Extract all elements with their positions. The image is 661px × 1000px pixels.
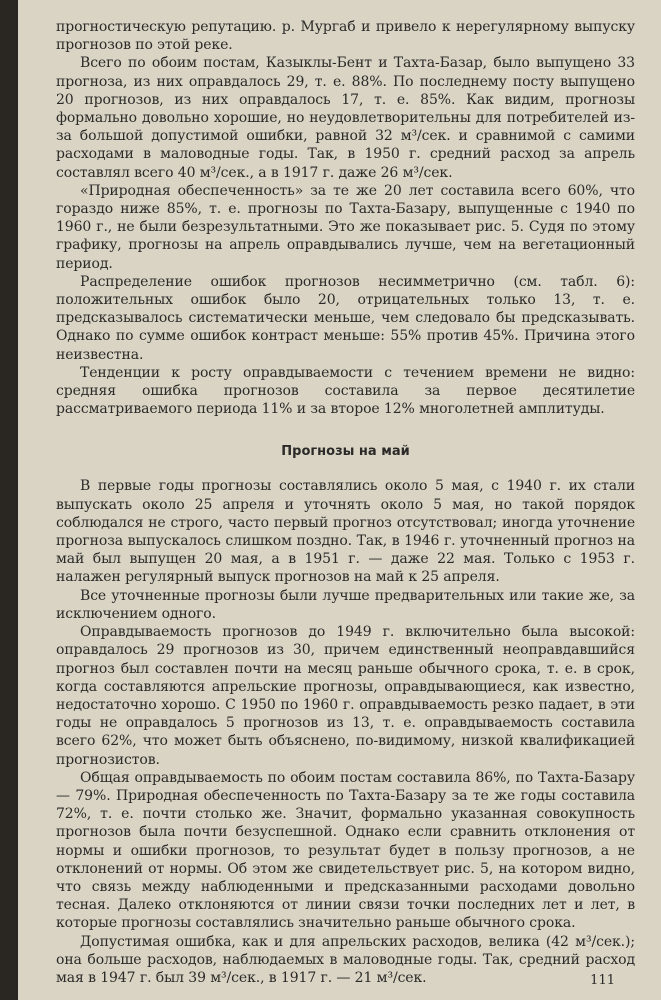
book-page (18, 0, 661, 1000)
page-number: 111 (590, 973, 615, 988)
paragraph-allowable-error: Допустимая ошибка, как и для апрельских расходов, велика (42 м³/сек.); она больше расходов, наблюдаемых в маловодные годы. Так, средний расход мая в 1947 г. был 39 м³/сек., в 1917 г. — 21 м³/сек. (56, 933, 635, 986)
paragraph-trend: Тенденции к росту оправдываемости с течением времени не видно: средняя ошибка прогнозов составила за первое десятилетие рассматриваемого периода 11% и за второе 12% многолетней амплитуды. (56, 364, 635, 418)
section-heading: Прогнозы на май (281, 444, 410, 460)
paragraph-accuracy-history: Оправдываемость прогнозов до 1949 г. включительно была высокой: оправдалось 29 прогнозов из 30, причем единственный неоправдавшийся прогноз был составлен почти на месяц раньше обычного срока, т. е. в срок, когда составляются апрельские прогнозы, оправдывающиеся, как известно, недостаточно хорошо. С 1950 по 1960 г. оправдываемость резко падает, в эти годы не оправдалось 5 прогнозов из 13, т. е. оправдываемость составила всего 62%, что может быть объяснено, по-видимому, низкой квалификацией прогнозистов. (56, 624, 635, 768)
paragraph-refined-forecasts: Все уточненные прогнозы были лучше предварительных или такие же, за исключением одного. (56, 587, 635, 622)
paragraph-may-schedule: В первые годы прогнозы составлялись около 5 мая, с 1940 г. их стали выпускать около 25 апреля и уточнять около 5 мая, но такой порядок соблюдался не строго, часто первый прогноз отсутствовал; иногда уточнение прогноза выпускалось слишком поздно. Так, в 1946 г. уточненный прогноз на май был выпущен 20 мая, а в 1951 г. — даже 22 мая. Только с 1953 г. налажен регулярный выпуск прогнозов на май к 25 апреля. (56, 478, 635, 586)
paragraph-natural-provision: «Природная обеспеченность» за те же 20 лет составила всего 60%, что гораздо ниже 85%, т. е. прогнозы по Тахта-Базару, выпущенные с 1940 по 1960 г., не были безрезультатными. Это же показывает рис. 5. Судя по этому графику, прогнозы на апрель оправдывались лучше, чем на вегетационный период. (56, 182, 635, 272)
paragraph-total-accuracy: Общая оправдываемость по обоим постам составила 86%, по Тахта-Базару — 79%. Природная обеспеченность по Тахта-Базару за те же годы составила 72%, т. е. почти столько же. Значит, формально указанная совокупность прогнозов была почти безуспешной. Однако если сравнить отклонения от нормы и ошибки прогнозов, то результат будет в пользу прогнозов, а не отклонений от нормы. Об этом же свидетельствует рис. 5, на котором видно, что связь между наблюденными и предсказанными расходами довольно тесная. Далеко отклоняются от линии связи точки последних лет и лет, в которые прогнозы составлялись значительно раньше обычного срока. (56, 769, 635, 932)
paragraph-error-distribution: Распределение ошибок прогнозов несимметрично (см. табл. 6): положительных ошибок было 20, отрицательных только 13, т. е. предсказывалось систематически меньше, чем следовало бы предсказывать. Однако по сумме ошибок контраст меньше: 55% против 45%. Причина этого неизвестна. (56, 273, 635, 363)
paragraph-forecast-count: Всего по обоим постам, Казыклы-Бент и Тахта-Базар, было выпущено 33 прогноза, из них оправдалось 29, т. е. 88%. По последнему посту выпущено 20 прогнозов, из них оправдалось 17, т. е. 85%. Как видим, прогнозы формально довольно хорошие, но неудовлетворительны для потребителей из-за большой допустимой ошибки, равной 32 м³/сек. и сравнимой с самими расходами в маловодные годы. Так, в 1950 г. средний расход за апрель составлял всего 40 м³/сек., а в 1917 г. даже 26 м³/сек. (56, 55, 635, 181)
paragraph-continuation: прогностическую репутацию. р. Мургаб и привело к нерегулярному выпуску прогнозов по этой реке. (56, 19, 635, 54)
